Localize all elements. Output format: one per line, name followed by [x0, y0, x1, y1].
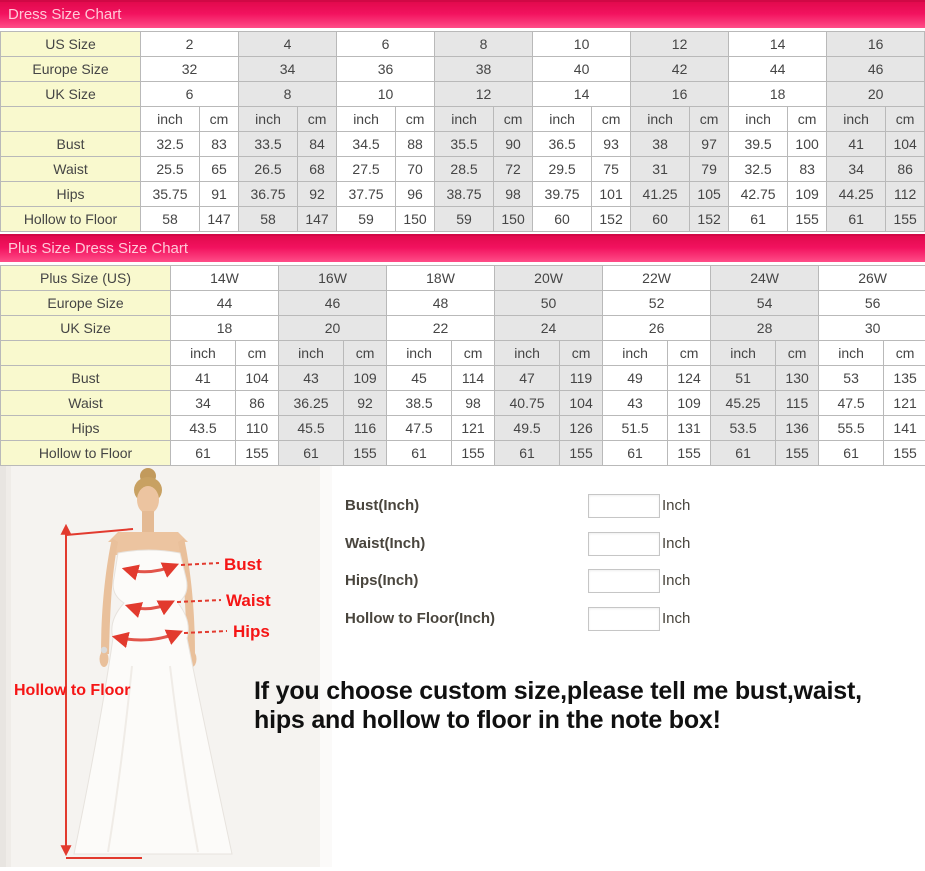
measure-value-cell: 92: [298, 182, 337, 207]
size-value-cell: 54: [711, 291, 819, 316]
measure-value-cell: 59: [435, 207, 494, 232]
size-value-cell: 18: [729, 82, 827, 107]
unit-cell: cm: [592, 107, 631, 132]
size-value-cell: 52: [603, 291, 711, 316]
measure-value-cell: 61: [495, 441, 560, 466]
size-value-cell: 42: [631, 57, 729, 82]
measurement-guide-section: [0, 466, 925, 867]
size-value-cell: 46: [827, 57, 925, 82]
standard_chart-table: [0, 31, 925, 232]
measure-value-cell: 27.5: [337, 157, 396, 182]
measure-value-cell: 34: [171, 391, 236, 416]
measure-value-cell: 43.5: [171, 416, 236, 441]
row-label-cell: Bust: [1, 366, 171, 391]
measure-value-cell: 155: [344, 441, 387, 466]
bust-input-label: Bust(Inch): [345, 497, 420, 514]
measure-value-cell: 49: [603, 366, 668, 391]
size-value-cell: 28: [711, 316, 819, 341]
measure-value-cell: 65: [200, 157, 239, 182]
measure-value-cell: 32.5: [141, 132, 200, 157]
measure-value-cell: 92: [344, 391, 387, 416]
measure-value-cell: 41: [827, 132, 886, 157]
measure-value-cell: 38.5: [387, 391, 452, 416]
measure-value-cell: 51: [711, 366, 776, 391]
size-value-cell: 24W: [711, 266, 819, 291]
measure-value-cell: 104: [560, 391, 603, 416]
unit-cell: cm: [560, 341, 603, 366]
measure-value-cell: 58: [239, 207, 298, 232]
measure-value-cell: 109: [344, 366, 387, 391]
measure-value-cell: 141: [884, 416, 925, 441]
measure-value-cell: 44.25: [827, 182, 886, 207]
unit-cell: cm: [884, 341, 925, 366]
measure-value-cell: 43: [279, 366, 344, 391]
measure-value-cell: 36.25: [279, 391, 344, 416]
unit-cell: inch: [711, 341, 776, 366]
measure-value-cell: 36.5: [533, 132, 592, 157]
unit-cell: cm: [200, 107, 239, 132]
size-value-cell: 26: [603, 316, 711, 341]
measure-value-cell: 155: [452, 441, 495, 466]
size-value-cell: 12: [631, 32, 729, 57]
size-value-cell: 14: [533, 82, 631, 107]
row-label-cell: Hips: [1, 182, 141, 207]
measure-value-cell: 84: [298, 132, 337, 157]
measure-row: [1, 366, 925, 391]
measure-value-cell: 121: [884, 391, 925, 416]
size-value-cell: 6: [141, 82, 239, 107]
row-label-cell: UK Size: [1, 316, 171, 341]
waist-unit-label: Inch: [662, 535, 691, 552]
measure-value-cell: 45.25: [711, 391, 776, 416]
row-label-cell: Europe Size: [1, 57, 141, 82]
unit-cell: cm: [344, 341, 387, 366]
measure-value-cell: 100: [788, 132, 827, 157]
measure-value-cell: 53.5: [711, 416, 776, 441]
measure-value-cell: 25.5: [141, 157, 200, 182]
bust-input[interactable]: [588, 494, 660, 518]
measure-value-cell: 96: [396, 182, 435, 207]
unit-header-row: [1, 341, 925, 366]
measure-value-cell: 61: [171, 441, 236, 466]
measure-value-cell: 47.5: [819, 391, 884, 416]
measure-value-cell: 155: [884, 441, 925, 466]
row-label-cell: [1, 341, 171, 366]
row-label-cell: UK Size: [1, 82, 141, 107]
size-value-cell: 6: [337, 32, 435, 57]
measure-value-cell: 38: [631, 132, 690, 157]
measure-value-cell: 126: [560, 416, 603, 441]
hips-figure-label: Hips: [233, 622, 270, 641]
measure-value-cell: 155: [668, 441, 711, 466]
measure-value-cell: 104: [236, 366, 279, 391]
measure-value-cell: 130: [776, 366, 819, 391]
size-value-cell: 38: [435, 57, 533, 82]
unit-cell: inch: [533, 107, 592, 132]
size-value-cell: 2: [141, 32, 239, 57]
size-value-cell: 10: [533, 32, 631, 57]
measure-value-cell: 38.75: [435, 182, 494, 207]
measure-value-cell: 28.5: [435, 157, 494, 182]
size-value-cell: 18: [171, 316, 279, 341]
measure-row: [1, 416, 925, 441]
measure-value-cell: 155: [886, 207, 925, 232]
unit-cell: inch: [495, 341, 560, 366]
unit-cell: cm: [236, 341, 279, 366]
measure-value-cell: 58: [141, 207, 200, 232]
unit-cell: cm: [776, 341, 819, 366]
custom-size-note-line1: If you choose custom size,please tell me bust,waist,: [254, 677, 862, 705]
measure-value-cell: 75: [592, 157, 631, 182]
size-value-cell: 32: [141, 57, 239, 82]
row-label-cell: Plus Size (US): [1, 266, 171, 291]
measure-value-cell: 47.5: [387, 416, 452, 441]
measure-value-cell: 155: [560, 441, 603, 466]
measure-value-cell: 51.5: [603, 416, 668, 441]
measure-value-cell: 60: [533, 207, 592, 232]
unit-cell: inch: [603, 341, 668, 366]
measure-value-cell: 147: [200, 207, 239, 232]
measure-value-cell: 40.75: [495, 391, 560, 416]
measure-value-cell: 39.5: [729, 132, 788, 157]
measure-value-cell: 61: [729, 207, 788, 232]
measure-value-cell: 53: [819, 366, 884, 391]
measure-value-cell: 109: [668, 391, 711, 416]
size-value-cell: 56: [819, 291, 925, 316]
unit-cell: cm: [452, 341, 495, 366]
unit-cell: inch: [337, 107, 396, 132]
waist-input-row: [345, 532, 745, 558]
row-label-cell: Waist: [1, 157, 141, 182]
unit-cell: inch: [239, 107, 298, 132]
size-value-cell: 4: [239, 32, 337, 57]
measure-row: [1, 132, 925, 157]
unit-cell: cm: [668, 341, 711, 366]
unit-cell: cm: [494, 107, 533, 132]
standard-chart-table-mount: [0, 31, 925, 232]
measure-value-cell: 26.5: [239, 157, 298, 182]
measure-value-cell: 55.5: [819, 416, 884, 441]
measure-value-cell: 121: [452, 416, 495, 441]
size-value-cell: 44: [729, 57, 827, 82]
size-row: [1, 57, 925, 82]
size-value-cell: 46: [279, 291, 387, 316]
measure-value-cell: 152: [690, 207, 729, 232]
row-label-cell: Europe Size: [1, 291, 171, 316]
measure-value-cell: 72: [494, 157, 533, 182]
measure-value-cell: 104: [886, 132, 925, 157]
size-value-cell: 44: [171, 291, 279, 316]
hollow-to-floor-unit-label: Inch: [662, 610, 691, 627]
size-value-cell: 22W: [603, 266, 711, 291]
plus-chart-table-mount: [0, 265, 925, 466]
size-value-cell: 22: [387, 316, 495, 341]
bust-input-row: [345, 494, 745, 520]
measure-value-cell: 152: [592, 207, 631, 232]
measure-value-cell: 29.5: [533, 157, 592, 182]
size-value-cell: 30: [819, 316, 925, 341]
measure-value-cell: 114: [452, 366, 495, 391]
measure-value-cell: 155: [776, 441, 819, 466]
custom-size-note: [254, 677, 925, 736]
row-label-cell: Hollow to Floor: [1, 441, 171, 466]
size-value-cell: 36: [337, 57, 435, 82]
size-row: [1, 266, 925, 291]
row-label-cell: [1, 107, 141, 132]
unit-header-row: [1, 107, 925, 132]
unit-cell: cm: [788, 107, 827, 132]
plus-chart-section: [0, 234, 925, 466]
measure-value-cell: 43: [603, 391, 668, 416]
measure-value-cell: 98: [452, 391, 495, 416]
size-value-cell: 34: [239, 57, 337, 82]
measurement-diagram-image: [0, 466, 332, 867]
size-value-cell: 20W: [495, 266, 603, 291]
row-label-cell: Waist: [1, 391, 171, 416]
measure-value-cell: 31: [631, 157, 690, 182]
standard-chart-section: [0, 0, 925, 232]
unit-cell: inch: [827, 107, 886, 132]
unit-cell: cm: [690, 107, 729, 132]
measure-value-cell: 42.75: [729, 182, 788, 207]
size-value-cell: 8: [239, 82, 337, 107]
measure-value-cell: 33.5: [239, 132, 298, 157]
measure-row: [1, 157, 925, 182]
size-value-cell: 14W: [171, 266, 279, 291]
unit-cell: inch: [141, 107, 200, 132]
measure-value-cell: 88: [396, 132, 435, 157]
measure-value-cell: 79: [690, 157, 729, 182]
size-value-cell: 10: [337, 82, 435, 107]
measure-value-cell: 61: [827, 207, 886, 232]
measure-value-cell: 34.5: [337, 132, 396, 157]
plus-chart-title: Plus Size Dress Size Chart: [8, 240, 189, 257]
size-value-cell: 50: [495, 291, 603, 316]
unit-cell: inch: [387, 341, 452, 366]
measure-value-cell: 136: [776, 416, 819, 441]
size-value-cell: 18W: [387, 266, 495, 291]
measure-value-cell: 32.5: [729, 157, 788, 182]
measure-value-cell: 41.25: [631, 182, 690, 207]
hips-input[interactable]: [588, 569, 660, 593]
unit-cell: inch: [171, 341, 236, 366]
standard-chart-title-bar: [0, 0, 925, 28]
measure-value-cell: 61: [603, 441, 668, 466]
measure-value-cell: 39.75: [533, 182, 592, 207]
size-value-cell: 26W: [819, 266, 925, 291]
measure-value-cell: 90: [494, 132, 533, 157]
size-value-cell: 48: [387, 291, 495, 316]
measure-value-cell: 61: [819, 441, 884, 466]
measure-value-cell: 119: [560, 366, 603, 391]
waist-input-label: Waist(Inch): [345, 535, 426, 552]
measure-value-cell: 135: [884, 366, 925, 391]
measure-row: [1, 207, 925, 232]
measure-row: [1, 182, 925, 207]
unit-cell: inch: [435, 107, 494, 132]
measure-value-cell: 59: [337, 207, 396, 232]
size-value-cell: 24: [495, 316, 603, 341]
measure-value-cell: 35.75: [141, 182, 200, 207]
measure-value-cell: 115: [776, 391, 819, 416]
measure-value-cell: 45: [387, 366, 452, 391]
measure-value-cell: 150: [396, 207, 435, 232]
row-label-cell: Hips: [1, 416, 171, 441]
measure-value-cell: 49.5: [495, 416, 560, 441]
unit-cell: cm: [396, 107, 435, 132]
measure-value-cell: 41: [171, 366, 236, 391]
size-value-cell: 14: [729, 32, 827, 57]
measure-value-cell: 36.75: [239, 182, 298, 207]
waist-figure-label: Waist: [226, 591, 271, 610]
custom-size-note-line2: hips and hollow to floor in the note box!: [254, 706, 721, 735]
measure-value-cell: 61: [711, 441, 776, 466]
measure-value-cell: 105: [690, 182, 729, 207]
size-value-cell: 20: [279, 316, 387, 341]
measure-value-cell: 147: [298, 207, 337, 232]
size-value-cell: 16W: [279, 266, 387, 291]
measure-value-cell: 93: [592, 132, 631, 157]
measure-value-cell: 109: [788, 182, 827, 207]
measure-value-cell: 86: [236, 391, 279, 416]
standard-chart-title: Dress Size Chart: [8, 6, 122, 23]
waist-input[interactable]: [588, 532, 660, 556]
measure-value-cell: 150: [494, 207, 533, 232]
measure-value-cell: 70: [396, 157, 435, 182]
measure-value-cell: 61: [279, 441, 344, 466]
hips-unit-label: Inch: [662, 572, 691, 589]
measure-value-cell: 45.5: [279, 416, 344, 441]
measure-value-cell: 98: [494, 182, 533, 207]
row-label-cell: US Size: [1, 32, 141, 57]
measure-value-cell: 155: [236, 441, 279, 466]
unit-cell: inch: [729, 107, 788, 132]
measure-value-cell: 112: [886, 182, 925, 207]
measure-value-cell: 131: [668, 416, 711, 441]
measure-value-cell: 34: [827, 157, 886, 182]
size-value-cell: 8: [435, 32, 533, 57]
size-value-cell: 20: [827, 82, 925, 107]
size-value-cell: 16: [631, 82, 729, 107]
size-row: [1, 291, 925, 316]
measure-value-cell: 124: [668, 366, 711, 391]
measure-value-cell: 68: [298, 157, 337, 182]
hips-input-row: [345, 569, 745, 595]
row-label-cell: Bust: [1, 132, 141, 157]
hollow-to-floor-figure-label: Hollow to Floor: [14, 682, 131, 699]
measure-value-cell: 47: [495, 366, 560, 391]
measure-value-cell: 37.75: [337, 182, 396, 207]
size-row: [1, 82, 925, 107]
unit-cell: inch: [279, 341, 344, 366]
measure-value-cell: 83: [200, 132, 239, 157]
unit-cell: inch: [631, 107, 690, 132]
hollow-to-floor-input-row: [345, 607, 745, 633]
measure-value-cell: 97: [690, 132, 729, 157]
size-value-cell: 12: [435, 82, 533, 107]
measure-value-cell: 101: [592, 182, 631, 207]
measure-value-cell: 35.5: [435, 132, 494, 157]
plus-chart-title-bar: [0, 234, 925, 262]
row-label-cell: Hollow to Floor: [1, 207, 141, 232]
measure-row: [1, 391, 925, 416]
measure-value-cell: 83: [788, 157, 827, 182]
measure-value-cell: 86: [886, 157, 925, 182]
size-row: [1, 316, 925, 341]
plus_chart-table: [0, 265, 925, 466]
unit-cell: inch: [819, 341, 884, 366]
measure-value-cell: 155: [788, 207, 827, 232]
size-row: [1, 32, 925, 57]
size-value-cell: 16: [827, 32, 925, 57]
measure-value-cell: 110: [236, 416, 279, 441]
dress-model-figure: [0, 466, 332, 867]
measure-value-cell: 61: [387, 441, 452, 466]
measure-value-cell: 116: [344, 416, 387, 441]
measure-value-cell: 60: [631, 207, 690, 232]
hollow-to-floor-input[interactable]: [588, 607, 660, 631]
bust-figure-label: Bust: [224, 555, 262, 574]
size-value-cell: 40: [533, 57, 631, 82]
hollow-to-floor-input-label: Hollow to Floor(Inch): [345, 610, 495, 627]
measure-value-cell: 91: [200, 182, 239, 207]
unit-cell: cm: [298, 107, 337, 132]
measure-row: [1, 441, 925, 466]
unit-cell: cm: [886, 107, 925, 132]
hips-input-label: Hips(Inch): [345, 572, 419, 589]
bust-unit-label: Inch: [662, 497, 691, 514]
